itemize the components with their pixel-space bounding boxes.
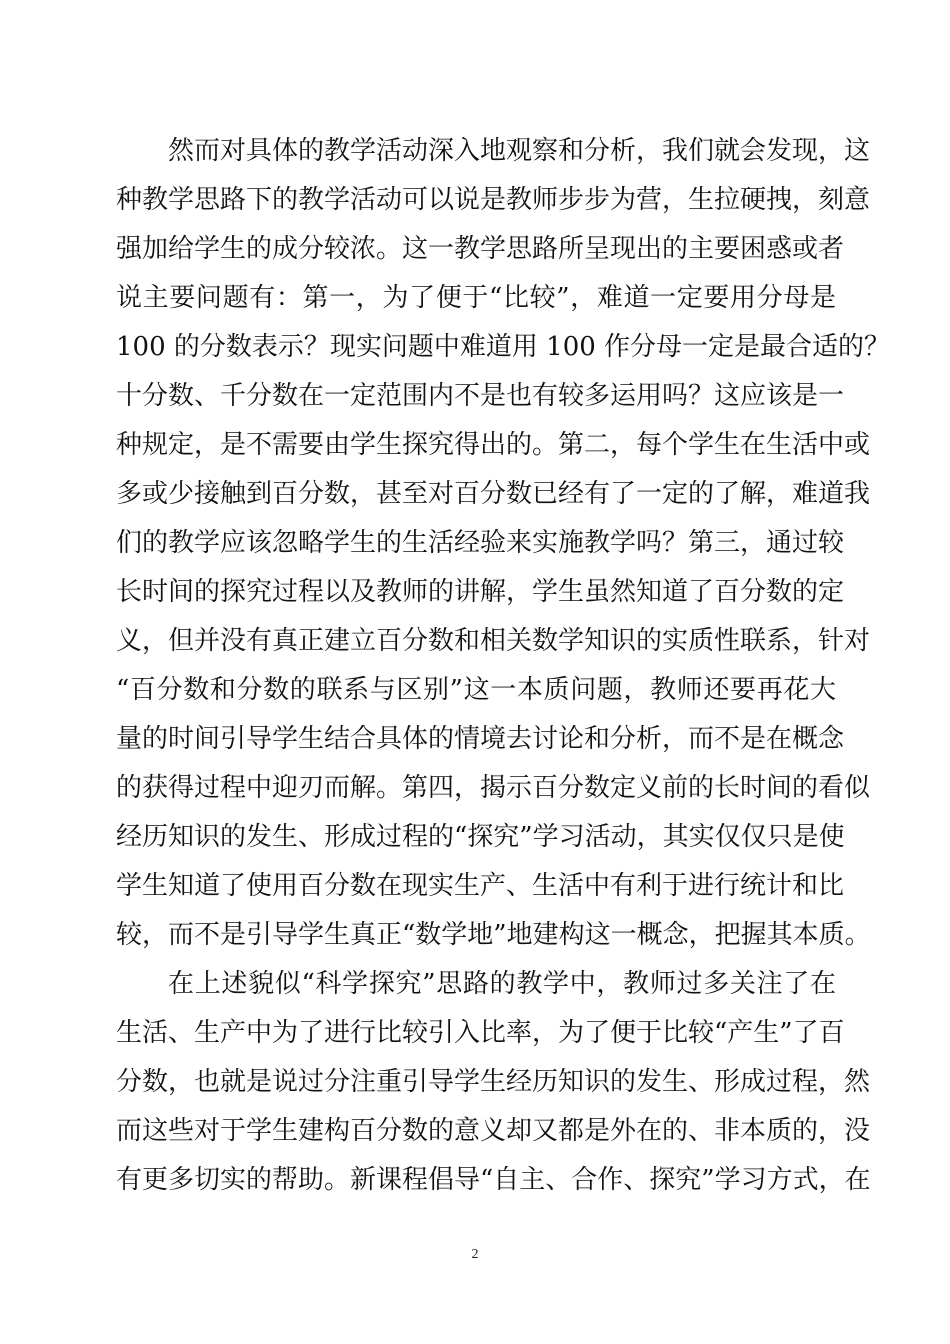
paragraph-1-line-4: 说主要问题有：第一，为了便于“比较”，难道一定要用分母是 — [116, 283, 836, 313]
paragraph-1-line-17: 较，而不是引导学生真正“数学地”地建构这一概念，把握其本质。 — [116, 920, 871, 950]
paragraph-1-line-14: 的获得过程中迎刃而解。第四，揭示百分数定义前的长时间的看似 — [116, 773, 871, 803]
paragraph-2-line-1: 在上述貌似“科学探究”思路的教学中，教师过多关注了在 — [168, 969, 836, 999]
paragraph-2-line-2: 生活、生产中为了进行比较引入比率，为了便于比较“产生”了百 — [116, 1018, 845, 1048]
paragraph-1-line-13: 量的时间引导学生结合具体的情境去讨论和分析，而不是在概念 — [116, 724, 845, 754]
paragraph-1-line-6: 十分数、千分数在一定范围内不是也有较多运用吗？这应该是一 — [116, 381, 845, 411]
paragraph-1-line-2: 种教学思路下的教学活动可以说是教师步步为营，生拉硬拽，刻意 — [116, 185, 871, 215]
paragraph-1-line-16: 学生知道了使用百分数在现实生产、生活中有利于进行统计和比 — [116, 871, 845, 901]
paragraph-1-line-12: “百分数和分数的联系与区别”这一本质问题，教师还要再花大 — [116, 675, 836, 705]
paragraph-1-line-11: 义，但并没有真正建立百分数和相关数学知识的实质性联系，针对 — [116, 626, 871, 656]
paragraph-2-line-3: 分数，也就是说过分注重引导学生经历知识的发生、形成过程，然 — [116, 1067, 871, 1097]
paragraph-1-line-8: 多或少接触到百分数，甚至对百分数已经有了一定的了解，难道我 — [116, 479, 871, 509]
paragraph-2-line-5: 有更多切实的帮助。新课程倡导“自主、合作、探究”学习方式，在 — [116, 1165, 871, 1195]
paragraph-1-line-3: 强加给学生的成分较浓。这一教学思路所呈现出的主要困惑或者 — [116, 234, 845, 264]
paragraph-1-line-15: 经历知识的发生、形成过程的“探究”学习活动，其实仅仅只是使 — [116, 822, 845, 852]
paragraph-1-line-1: 然而对具体的教学活动深入地观察和分析，我们就会发现，这 — [168, 136, 871, 166]
paragraph-1-line-7: 种规定，是不需要由学生探究得出的。第二，每个学生在生活中或 — [116, 430, 871, 460]
paragraph-1-line-5: 100 的分数表示？现实问题中难道用 100 作分母一定是最合适的？ — [116, 332, 891, 362]
paragraph-1-line-9: 们的教学应该忽略学生的生活经验来实施教学吗？第三，通过较 — [116, 528, 845, 558]
paragraph-1-line-10: 长时间的探究过程以及教师的讲解，学生虽然知道了百分数的定 — [116, 577, 845, 607]
paragraph-2-line-4: 而这些对于学生建构百分数的意义却又都是外在的、非本质的，没 — [116, 1116, 871, 1146]
page-number: 2 — [471, 1247, 479, 1262]
